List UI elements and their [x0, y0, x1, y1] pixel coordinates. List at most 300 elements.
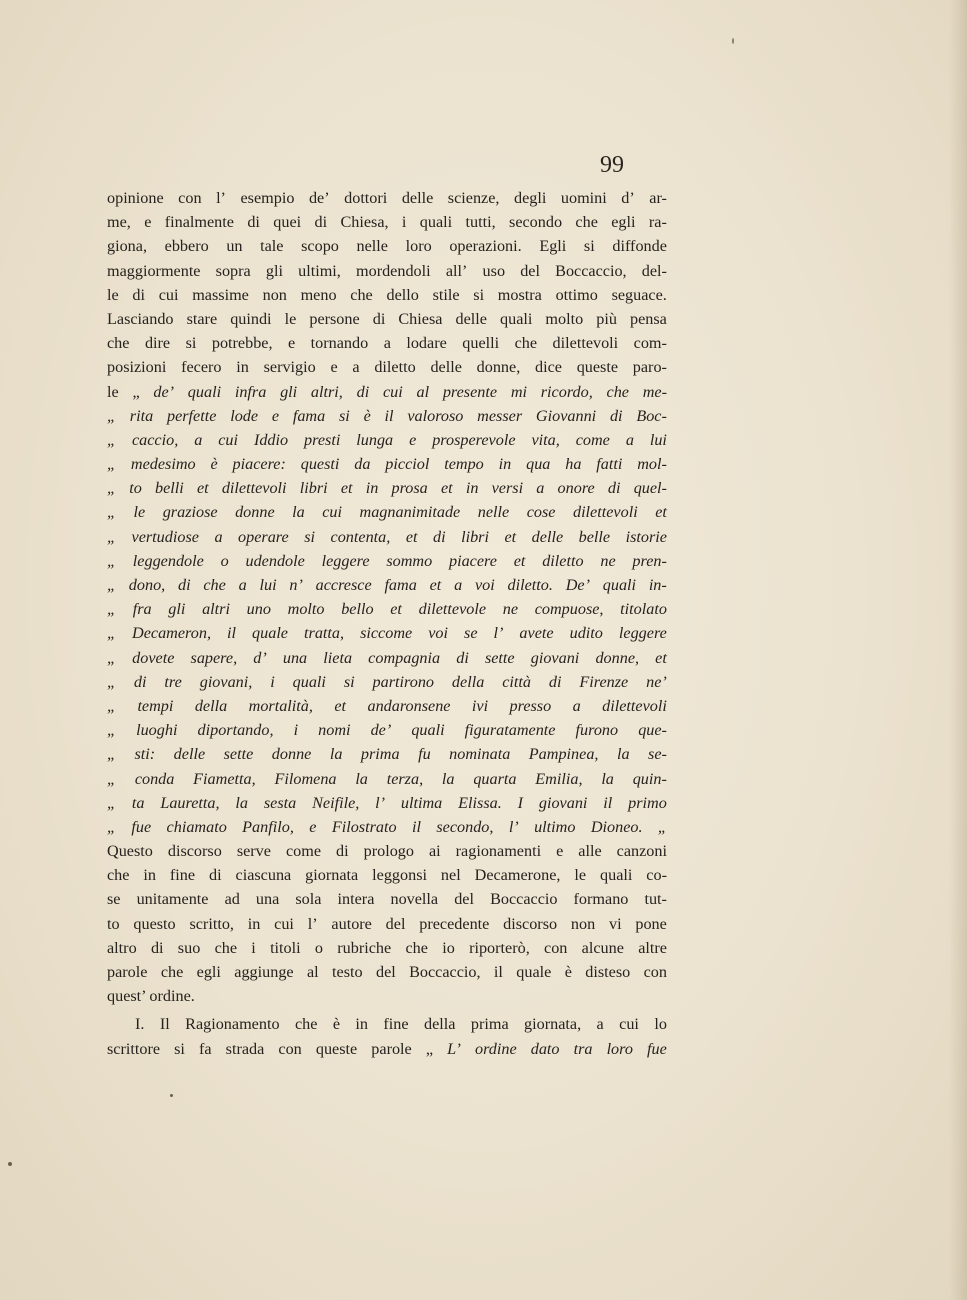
word: come [575, 430, 610, 449]
word: cui [322, 503, 343, 522]
word: si [473, 285, 485, 304]
word: egli [611, 213, 636, 232]
word: le [284, 309, 297, 328]
word: io [442, 938, 455, 957]
word: a [454, 576, 463, 594]
word: prosa [391, 479, 428, 498]
word: quali [602, 576, 637, 594]
word: di [150, 938, 164, 957]
text-line [107, 476, 667, 500]
word: rita [129, 406, 154, 425]
word: quale [516, 963, 552, 981]
page-edge-shadow [949, 0, 967, 1300]
text-line [107, 742, 667, 766]
word: l’ [216, 189, 226, 207]
word: et [429, 576, 442, 594]
word: gli [280, 382, 298, 401]
text-line [107, 718, 667, 742]
word: „ [107, 455, 117, 474]
word: questo [133, 914, 176, 933]
text-line [107, 694, 667, 718]
word: voi [474, 576, 495, 594]
word: alle [578, 842, 602, 861]
word: ivi [471, 696, 489, 715]
word: ad [224, 890, 240, 909]
word: cui [274, 914, 294, 933]
word: Neifile, [312, 793, 360, 812]
word: giornata, [524, 1015, 582, 1034]
word: vertudiose [131, 527, 199, 546]
word: ar- [649, 189, 667, 207]
word: valoroso [407, 406, 464, 425]
word: et [655, 648, 667, 667]
word: che [606, 382, 629, 401]
word: donne [235, 503, 275, 522]
word: lo [654, 1015, 667, 1034]
word: caccio, [131, 430, 179, 449]
word: operare [238, 527, 289, 546]
word: partirono [372, 672, 435, 691]
word: del [385, 914, 406, 933]
text-line [107, 355, 667, 379]
word: piacere [449, 551, 497, 570]
word: a [214, 527, 223, 546]
word: molto [545, 309, 584, 328]
word: quali [187, 382, 222, 401]
word: all’ [445, 261, 468, 280]
word: leggonsi [372, 866, 427, 885]
word: n’ [289, 576, 303, 594]
word: a [596, 1015, 604, 1034]
text-line [107, 452, 667, 476]
word: il [411, 817, 421, 836]
word: è [564, 963, 572, 981]
word: che [107, 866, 130, 885]
word: nomi [318, 721, 351, 740]
word: dottori [344, 189, 388, 207]
word: di [336, 842, 349, 861]
word: scienze, [447, 189, 500, 207]
word: scopo [301, 237, 339, 256]
word: udendole [245, 551, 305, 570]
word: prosperevole [432, 430, 516, 449]
word: dice [534, 358, 562, 377]
word: „ [657, 817, 667, 836]
word: al [416, 382, 430, 401]
word: primo [628, 793, 667, 812]
word: Filomena [274, 769, 337, 788]
word: stile [432, 285, 460, 304]
word: istorie [625, 527, 667, 546]
word: quali [500, 309, 533, 328]
word: di [456, 648, 469, 667]
word: sti: [134, 745, 156, 764]
word: fecero [181, 358, 222, 377]
word: „ [132, 382, 140, 401]
text-line [107, 887, 667, 911]
text-line [107, 380, 667, 404]
word: a [194, 430, 203, 449]
word: Chiesa [398, 309, 443, 328]
paper-speck [732, 38, 734, 44]
text-line [107, 912, 667, 936]
word: Boccaccio [490, 890, 558, 909]
word: presti [304, 430, 341, 449]
word: piacere: [232, 455, 286, 474]
word: la [355, 769, 368, 788]
word: opinione [107, 189, 164, 207]
word: diportando, [197, 721, 274, 740]
word: ai [428, 842, 441, 861]
word: l’ [307, 914, 318, 933]
word: in- [648, 576, 667, 594]
word: del- [641, 261, 667, 280]
word: belle [578, 527, 611, 546]
word: fue [131, 817, 152, 836]
word: Lauretta, [160, 793, 220, 812]
word: to [129, 479, 142, 498]
word: fu [418, 745, 431, 764]
word: Emilia, [535, 769, 583, 788]
word: ra- [648, 213, 667, 232]
word: alcune [581, 938, 624, 957]
word: et [196, 479, 209, 498]
word: quale [252, 624, 288, 643]
word: del [454, 890, 474, 909]
word: strada [225, 1039, 265, 1058]
word: un [226, 237, 243, 256]
word: dilettevoli [572, 503, 638, 522]
word: si [583, 237, 595, 256]
word: Lasciando [107, 309, 174, 328]
word: che [107, 334, 130, 353]
word: et [334, 696, 347, 715]
word: nelle [477, 503, 510, 522]
word: la [441, 769, 455, 788]
word: finalmente [164, 213, 234, 232]
word: de’ [153, 382, 175, 401]
word: picciol [385, 455, 430, 474]
word: operazioni. [449, 237, 522, 256]
word: a [238, 576, 247, 594]
word: co- [646, 866, 667, 885]
word: posizioni [107, 358, 167, 377]
word: delle [531, 527, 564, 546]
word: libri [299, 479, 328, 498]
word: e [271, 406, 280, 425]
word: che [350, 285, 373, 304]
word: suo [177, 938, 201, 957]
word: loro [405, 237, 432, 256]
word: dato [530, 1039, 560, 1058]
word: mortalità, [248, 696, 313, 715]
word: quei [273, 213, 302, 232]
word: i [251, 938, 256, 957]
text-line [107, 331, 667, 355]
word: uno [246, 600, 271, 619]
word: Boc- [636, 406, 667, 425]
word: la [601, 769, 614, 788]
word: quali [411, 721, 445, 740]
word: „ [107, 696, 117, 715]
word: uomini [560, 189, 607, 207]
word: d’ [621, 189, 635, 207]
word: prologo [363, 842, 414, 861]
word: secondo [509, 213, 563, 232]
word: in [247, 914, 261, 933]
word: tratta, [304, 624, 345, 643]
word: ragionamenti [455, 842, 542, 861]
word: tutti, [465, 213, 496, 232]
word: „ [107, 430, 117, 449]
word: prima [360, 745, 400, 764]
word: loro [606, 1039, 633, 1058]
word: de’ [370, 721, 392, 740]
word: sette [223, 745, 254, 764]
word: ebbero [164, 237, 209, 256]
word: mol- [637, 455, 667, 474]
word: quelli [462, 334, 500, 353]
word: formano [573, 890, 629, 909]
word: si [185, 334, 197, 353]
word: dono, [128, 576, 166, 594]
word: se- [648, 745, 667, 764]
word: Chiesa, [340, 213, 389, 232]
word: nelle [356, 237, 388, 256]
text-line [107, 863, 667, 887]
word: udito [569, 624, 603, 643]
text-line [107, 259, 667, 283]
word: Elissa. [458, 793, 502, 812]
word: di [178, 576, 191, 594]
word: massime [192, 285, 249, 304]
word: infra [234, 382, 267, 401]
word: et [390, 600, 402, 619]
word: cui [382, 382, 403, 401]
text-line [107, 597, 667, 621]
paper-speck [8, 1162, 12, 1166]
word: sopra [215, 261, 251, 280]
word: L’ [447, 1039, 461, 1058]
word: la [235, 793, 248, 812]
word: più [596, 309, 617, 328]
body-text [107, 186, 667, 1061]
text-line [107, 307, 667, 331]
word: questi [300, 455, 340, 474]
word: altri, [310, 382, 343, 401]
word: Questo [107, 842, 153, 861]
word: quin- [632, 769, 667, 788]
word: i [401, 213, 407, 232]
word: quali [292, 672, 326, 691]
word: ordine [474, 1039, 517, 1058]
word: pone [635, 914, 667, 933]
word: si [304, 527, 316, 546]
word: dello [386, 285, 419, 304]
word: se [107, 890, 121, 909]
text-line [107, 573, 667, 597]
word: in [236, 358, 249, 377]
word: to [107, 914, 120, 933]
word: mi [510, 382, 527, 401]
word: una [255, 890, 280, 909]
word: è [210, 455, 218, 474]
word: persone [309, 309, 360, 328]
word: con [278, 1039, 302, 1058]
word: quel- [633, 479, 667, 498]
word: a [572, 696, 581, 715]
word: presso [509, 696, 552, 715]
word: „ [107, 672, 117, 691]
word: „ [107, 406, 117, 425]
word: città [502, 672, 531, 691]
word: egli [196, 963, 221, 981]
word: Boccaccio, [555, 261, 627, 280]
word: il [227, 624, 237, 643]
word: discorso [167, 842, 222, 861]
text-line [107, 670, 667, 694]
word: fa [199, 1039, 212, 1058]
word: fue [647, 1039, 667, 1058]
word: del [375, 963, 396, 981]
word: avete [519, 624, 554, 643]
word: „ [107, 817, 117, 836]
word: che [514, 334, 538, 353]
text-line [107, 234, 667, 258]
text-line [107, 767, 667, 791]
word: me- [642, 382, 667, 401]
word: le [133, 503, 146, 522]
word: titolato [620, 600, 667, 619]
word: „ [107, 576, 117, 594]
word: si [343, 672, 355, 691]
word: del [520, 261, 540, 280]
word: uso [482, 261, 506, 280]
text-line [107, 936, 667, 960]
word: magnanimitade [359, 503, 461, 522]
text-line [107, 646, 667, 670]
word: e [409, 430, 417, 449]
word: qua [526, 455, 551, 474]
word: tra [573, 1039, 593, 1058]
word: l’ [508, 817, 519, 836]
text-line [107, 404, 667, 428]
word: secondo, [436, 817, 494, 836]
word: compuose, [534, 600, 604, 619]
word: a [625, 430, 634, 449]
word: dilettevoli [552, 334, 619, 353]
word: compagnia [368, 648, 441, 667]
word: e [144, 213, 152, 232]
word: aggiunge [234, 963, 294, 981]
word: della [194, 696, 228, 715]
word: luoghi [136, 721, 178, 740]
word: altre [638, 938, 667, 957]
word: novella [390, 890, 439, 909]
word: quindi [230, 309, 272, 328]
word: testo [332, 963, 363, 981]
word: da [354, 455, 371, 474]
word: non [262, 285, 287, 304]
word: diletto [374, 358, 416, 377]
word: chiamato [166, 817, 227, 836]
word: al [306, 963, 319, 981]
word: donne, [595, 648, 640, 667]
word: Dioneo. [590, 817, 643, 836]
word: dovete [132, 648, 175, 667]
word: rubriche [337, 938, 392, 957]
word: „ [107, 721, 117, 740]
word: belli [154, 479, 184, 498]
word: di [548, 672, 562, 691]
text-line [107, 984, 667, 1008]
word: „ [107, 745, 117, 764]
word: ne’ [646, 672, 667, 691]
word: la [292, 503, 305, 522]
word: di [314, 213, 328, 232]
word: di [433, 527, 446, 546]
word: donne, [476, 358, 521, 377]
word: fra [132, 600, 152, 619]
text-line [107, 283, 667, 307]
word: versi [491, 479, 524, 498]
word: la [329, 745, 343, 764]
word: perfette [166, 406, 217, 425]
word: le [574, 866, 587, 885]
word: Boccaccio, [409, 963, 481, 981]
word: voi [428, 624, 448, 643]
word: sola [295, 890, 322, 909]
word: e [330, 358, 338, 377]
page-number: 99 [600, 152, 624, 178]
word: andaronsene [367, 696, 451, 715]
word: que- [638, 721, 667, 740]
word: i [270, 672, 275, 691]
word: Ragionamento [185, 1015, 280, 1034]
word: De’ [565, 576, 590, 594]
word: dilettevoli [221, 479, 287, 498]
word: fatti [596, 455, 623, 474]
word: disteso [585, 963, 631, 981]
text-line [107, 621, 667, 645]
word: me, [107, 213, 131, 232]
word: „ [107, 600, 117, 619]
word: come [285, 842, 322, 861]
word: di [247, 213, 260, 232]
word: o [220, 551, 229, 570]
word: il [384, 406, 394, 425]
word: mordendoli [356, 261, 431, 280]
word: titoli [270, 938, 301, 957]
word: meno [300, 285, 337, 304]
word: a [352, 358, 360, 377]
word: ta [131, 793, 145, 812]
word: o [314, 938, 324, 957]
word: l’ [375, 793, 386, 812]
word: della [424, 1015, 456, 1034]
word: seguace. [611, 285, 667, 304]
word: se [464, 624, 478, 643]
word: ottimo [555, 285, 598, 304]
word: furono [575, 721, 619, 740]
word: queste [576, 358, 619, 377]
word: di [132, 285, 145, 304]
word: in [498, 455, 512, 474]
word: et [340, 479, 353, 498]
word: tre [164, 672, 182, 691]
word: presente [442, 382, 498, 401]
word: maggiormente [107, 261, 201, 280]
